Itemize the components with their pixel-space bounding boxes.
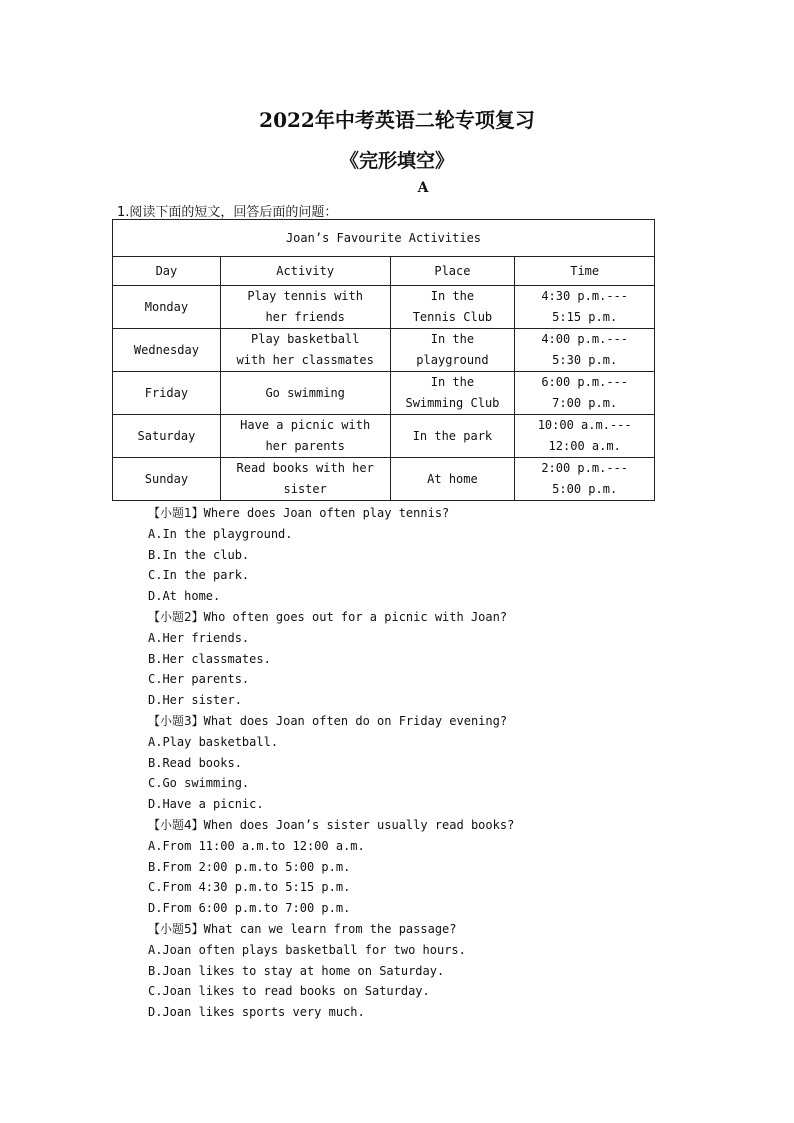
section-letter: A xyxy=(417,180,429,196)
page-subtitle: 《完形填空》 xyxy=(339,150,454,172)
table-row xyxy=(113,458,655,501)
column-header-activity: Activity xyxy=(220,257,390,286)
answer-option[interactable]: C.From 4:30 p.m.to 5:15 p.m. xyxy=(148,880,351,895)
question-list xyxy=(148,503,514,1023)
time-cell xyxy=(515,286,655,329)
question-number: 【小题2】 xyxy=(148,609,204,624)
activity-cell xyxy=(220,415,390,458)
question-text: What can we learn from the passage? xyxy=(203,921,457,936)
place-cell xyxy=(390,372,515,415)
answer-option[interactable]: A.In the playground. xyxy=(148,526,293,541)
time-cell xyxy=(515,415,655,458)
time-cell-line: 4:00 p.m.--- xyxy=(541,332,629,346)
activity-cell-line: sister xyxy=(283,482,327,496)
answer-option[interactable]: C.Go swimming. xyxy=(148,776,250,791)
place-cell xyxy=(390,329,515,372)
activity-cell-line: Have a picnic with xyxy=(240,418,371,432)
question-number: 【小题5】 xyxy=(148,921,204,936)
question-stem xyxy=(148,503,514,524)
answer-option[interactable]: B.In the club. xyxy=(148,547,250,562)
activity-cell-line: Go swimming xyxy=(265,385,345,400)
place-cell-line: In the xyxy=(430,375,475,389)
question-number: 【小题4】 xyxy=(148,817,204,832)
answer-option[interactable]: A.From 11:00 a.m.to 12:00 a.m. xyxy=(148,838,365,853)
answer-option[interactable]: D.Have a picnic. xyxy=(148,797,264,812)
instruction-text: 1.阅读下面的短文，回答后面的问题： xyxy=(117,205,338,220)
question-number: 【小题3】 xyxy=(148,713,204,728)
answer-option[interactable]: B.Her classmates. xyxy=(148,651,271,666)
place-cell xyxy=(390,458,515,501)
activities-table xyxy=(112,219,655,501)
time-cell-line: 10:00 a.m.--- xyxy=(537,418,632,432)
page-title: 2022年中考英语二轮专项复习 xyxy=(259,108,535,132)
activity-cell-line: Play tennis with xyxy=(247,289,363,303)
answer-option[interactable]: A.Play basketball. xyxy=(148,734,279,749)
answer-option[interactable]: D.From 6:00 p.m.to 7:00 p.m. xyxy=(148,901,351,916)
column-header-time: Time xyxy=(515,257,655,286)
answer-option[interactable]: B.Joan likes to stay at home on Saturday. xyxy=(148,963,445,978)
answer-option[interactable]: A.Her friends. xyxy=(148,630,250,645)
activity-cell-line: her parents xyxy=(265,439,345,453)
answer-option[interactable]: D.Her sister. xyxy=(148,693,242,708)
place-cell xyxy=(390,286,515,329)
place-cell-line: Swimming Club xyxy=(405,396,500,410)
table-row xyxy=(113,372,655,415)
time-cell xyxy=(515,329,655,372)
table-row xyxy=(113,329,655,372)
time-cell-line: 5:30 p.m. xyxy=(552,353,618,367)
question-stem xyxy=(148,815,514,836)
time-cell-line: 4:30 p.m.--- xyxy=(541,289,629,303)
answer-option[interactable]: C.In the park. xyxy=(148,568,250,583)
place-cell-line: Tennis Club xyxy=(412,310,493,324)
day-cell: Friday xyxy=(113,372,221,415)
day-cell: Saturday xyxy=(113,415,221,458)
question-text: What does Joan often do on Friday evening? xyxy=(203,713,508,728)
answer-option[interactable]: B.From 2:00 p.m.to 5:00 p.m. xyxy=(148,859,351,874)
time-cell-line: 12:00 a.m. xyxy=(548,439,621,453)
place-cell-line: In the park xyxy=(412,428,493,443)
question-text: Who often goes out for a picnic with Joan? xyxy=(203,609,508,624)
table-caption: Joan’s Favourite Activities xyxy=(113,220,655,257)
activity-cell xyxy=(220,286,390,329)
activity-cell xyxy=(220,329,390,372)
answer-option[interactable]: B.Read books. xyxy=(148,755,242,770)
place-cell xyxy=(390,415,515,458)
day-cell: Monday xyxy=(113,286,221,329)
answer-option[interactable]: C.Her parents. xyxy=(148,672,250,687)
question-text: When does Joan’s sister usually read books? xyxy=(203,817,515,832)
day-cell: Sunday xyxy=(113,458,221,501)
table-row xyxy=(113,415,655,458)
question-stem xyxy=(148,711,514,732)
activity-cell-line: Play basketball xyxy=(251,332,360,346)
time-cell-line: 6:00 p.m.--- xyxy=(541,375,629,389)
column-header-place: Place xyxy=(390,257,515,286)
question-stem xyxy=(148,919,514,940)
table-caption-row xyxy=(113,220,655,257)
time-cell-line: 2:00 p.m.--- xyxy=(541,461,629,475)
place-cell-line: playground xyxy=(416,353,489,367)
table-row xyxy=(113,286,655,329)
column-header-day: Day xyxy=(113,257,221,286)
activity-cell-line: Read books with her xyxy=(236,461,374,475)
table-header-row xyxy=(113,257,655,286)
time-cell-line: 5:00 p.m. xyxy=(552,482,618,496)
question-text: Where does Joan often play tennis? xyxy=(203,506,450,520)
answer-option[interactable]: C.Joan likes to read books on Saturday. xyxy=(148,984,430,999)
answer-option[interactable]: D.Joan likes sports very much. xyxy=(148,1005,365,1020)
place-cell-line: In the xyxy=(430,289,475,303)
activity-cell-line: her friends xyxy=(265,310,345,324)
activity-cell-line: with her classmates xyxy=(236,353,374,367)
time-cell xyxy=(515,458,655,501)
day-cell: Wednesday xyxy=(113,329,221,372)
answer-option[interactable]: A.Joan often plays basketball for two hours. xyxy=(148,942,466,957)
answer-option[interactable]: D.At home. xyxy=(148,589,221,604)
question-stem xyxy=(148,607,514,628)
time-cell xyxy=(515,372,655,415)
question-number: 【小题1】 xyxy=(148,506,204,520)
place-cell-line: At home xyxy=(427,471,478,486)
time-cell-line: 7:00 p.m. xyxy=(552,396,618,410)
activity-cell xyxy=(220,458,390,501)
place-cell-line: In the xyxy=(430,332,475,346)
time-cell-line: 5:15 p.m. xyxy=(552,310,618,324)
activity-cell xyxy=(220,372,390,415)
